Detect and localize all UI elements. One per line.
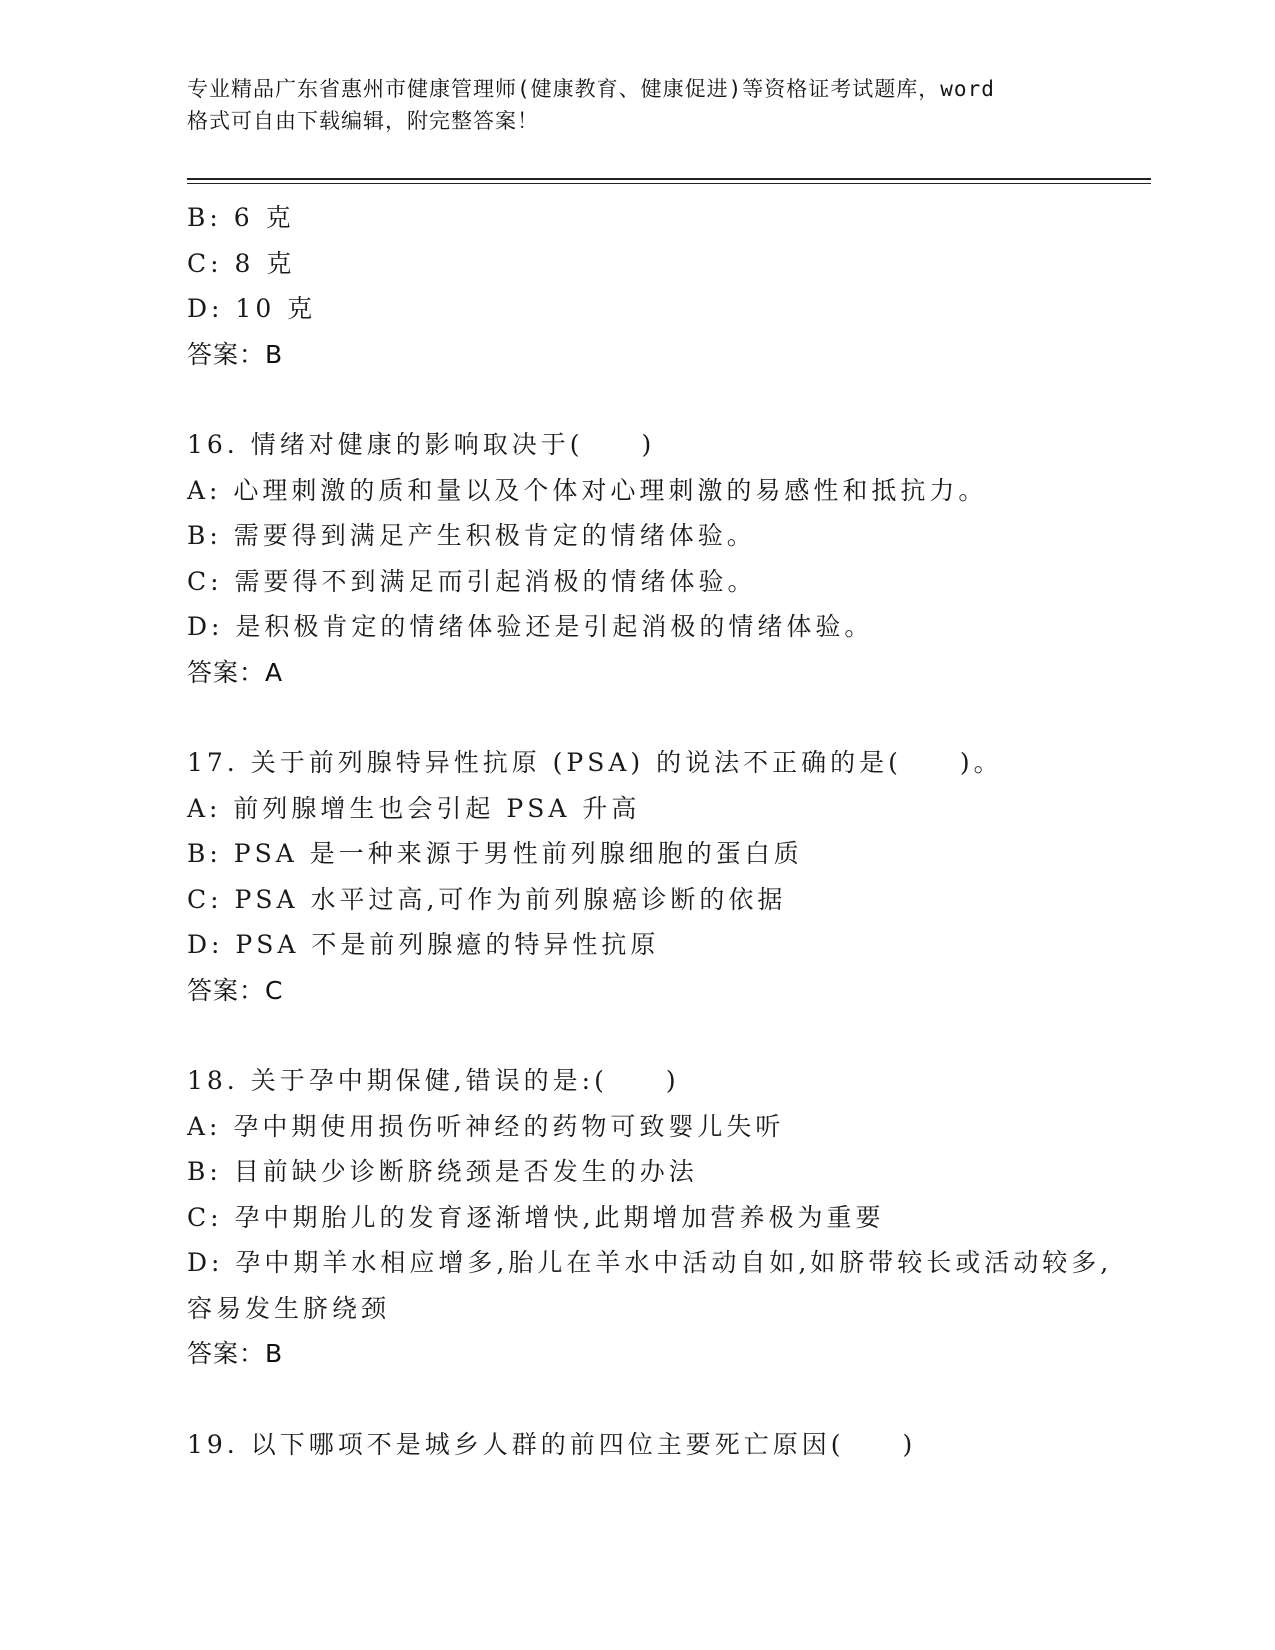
question-stem: 17. 关于前列腺特异性抗原 (PSA) 的说法不正确的是( )。 <box>187 748 1003 777</box>
header-rule <box>187 178 1151 180</box>
answer: 答案：B <box>187 1339 284 1368</box>
option-b: B: 目前缺少诊断脐绕颈是否发生的办法 <box>187 1157 698 1186</box>
question-stem: 18. 关于孕中期保健,错误的是:( ) <box>187 1066 680 1095</box>
answer: 答案：A <box>187 657 284 687</box>
option-d: D: 10 克 <box>187 294 317 323</box>
option-d: D: PSA 不是前列腺癔的特异性抗原 <box>187 930 660 959</box>
answer: 答案：B <box>187 339 284 369</box>
document-header <box>187 73 1087 137</box>
option-d: D: 孕中期羊水相应增多,胎儿在羊水中活动自如,如脐带较长或活动较多,容易发生脐绕颈 <box>187 1248 1113 1323</box>
option-b: B: 需要得到满足产生积极肯定的情绪体验。 <box>187 521 756 550</box>
option-c: C: PSA 水平过高,可作为前列腺癌诊断的依据 <box>187 884 787 914</box>
option-a: A: 前列腺增生也会引起 PSA 升高 <box>187 793 641 823</box>
header-line-2: 格式可自由下载编辑，附完整答案！ <box>187 109 539 133</box>
option-b: B: 6 克 <box>187 203 295 232</box>
option-c: C: 孕中期胎儿的发育逐渐增快,此期增加营养极为重要 <box>187 1202 885 1232</box>
header-line-1: 专业精品广东省惠州市健康管理师(健康教育、健康促进)等资格证考试题库，word <box>187 77 995 101</box>
header-rule-thin <box>187 183 1151 184</box>
option-c: C: 8 克 <box>187 248 296 278</box>
option-d: D: 是积极肯定的情绪体验还是引起消极的情绪体验。 <box>187 612 874 641</box>
question-stem: 19. 以下哪项不是城乡人群的前四位主要死亡原因( ) <box>187 1429 917 1459</box>
question-list <box>187 195 1127 1467</box>
question-stem: 16. 情绪对健康的影响取决于( ) <box>187 430 656 459</box>
question-16 <box>187 422 1127 695</box>
option-c: C: 需要得不到满足而引起消极的情绪体验。 <box>187 566 757 596</box>
question-17 <box>187 740 1127 1013</box>
question-15-tail <box>187 195 1127 377</box>
answer: 答案：C <box>187 975 284 1005</box>
option-a: A: 心理刺激的质和量以及个体对心理刺激的易感性和抵抗力。 <box>187 475 988 505</box>
question-18 <box>187 1058 1127 1377</box>
option-b: B: PSA 是一种来源于男性前列腺细胞的蛋白质 <box>187 839 803 868</box>
option-a: A: 孕中期使用损伤听神经的药物可致婴儿失听 <box>187 1111 785 1141</box>
question-19 <box>187 1422 1127 1468</box>
